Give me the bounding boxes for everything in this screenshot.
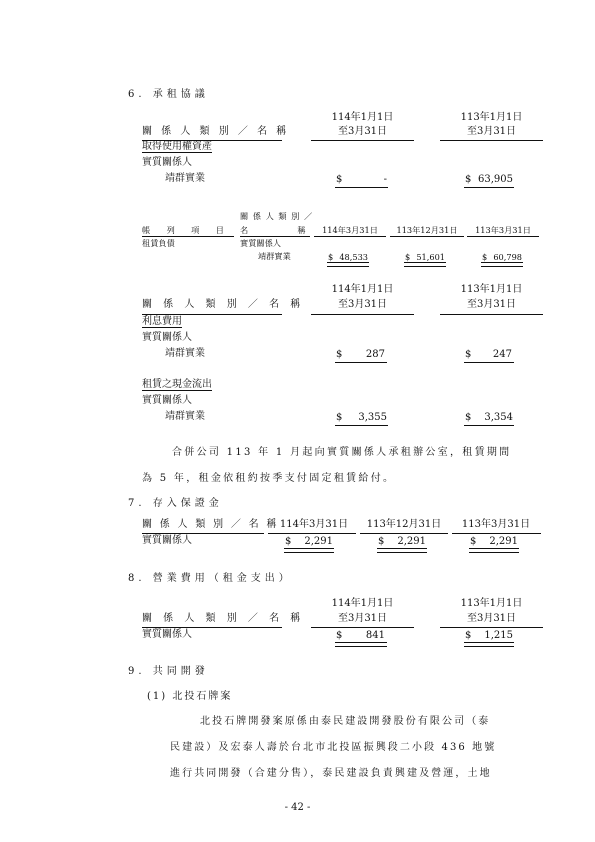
t2-col2-header: 113年12月31日 [396, 225, 458, 235]
s7-col2-value: 2,291 [397, 536, 426, 547]
t2-col1-double-rule [327, 262, 369, 267]
t1-col1-header-line2: 至3月31日 [337, 126, 388, 137]
section-6-title: 6. 承租協議 [128, 89, 209, 100]
t1-col2-currency: $ [465, 174, 472, 185]
s7-col3-double-rule [469, 548, 519, 553]
s8-header-rule-col1 [311, 627, 414, 628]
section-6-paragraph-line1: 合併公司 113 年 1 月起向實質關係人承租辦公室，租賃期間 [172, 447, 512, 458]
s8-header-rule-col2 [440, 627, 543, 628]
s7-col3-currency: $ [470, 536, 477, 547]
t1-party-header: 關 係 人 類 別 ／ 名 稱 [142, 126, 290, 137]
s8-col1-value: 841 [365, 630, 385, 641]
t3-row1-col2-value: 247 [492, 349, 512, 360]
t2-account-header: 帳 列 項 目 [142, 225, 224, 235]
t3-row1-col1-currency: $ [336, 349, 343, 360]
t3-party-header: 關 係 人 類 別 ／ 名 稱 [142, 299, 305, 310]
t3-subheading-interest: 利息費用 [142, 316, 182, 327]
t3-row1-col1-value: 287 [365, 349, 385, 360]
t1-company-label: 靖群實業 [165, 173, 205, 184]
s7-header-rule-col1 [268, 533, 356, 534]
t3-company-label-1: 靖群實業 [165, 348, 205, 359]
t2-col2-value: 51,601 [416, 252, 445, 262]
t2-party-header-line1: 關 係 人 類 別 ／ [240, 211, 314, 221]
t3-party-label-1: 實質關係人 [142, 332, 192, 343]
t3-header-rule-col2 [440, 314, 543, 315]
t3-row2-col1-rule [335, 425, 388, 426]
s8-party-header: 關 係 人 類 別 ／ 名 稱 [142, 613, 305, 624]
t1-col2-value: 63,905 [478, 174, 513, 185]
t2-header-rule-party [240, 236, 310, 237]
t3-col1-header-line1: 114年1月1日 [331, 284, 394, 295]
s8-col2-currency: $ [465, 630, 472, 641]
t3-col2-header-line1: 113年1月1日 [460, 284, 523, 295]
t3-subheading-cash-outflow: 租賃之現金流出 [142, 379, 212, 390]
s8-col1-double-rule [335, 642, 387, 647]
t2-party-label: 實質關係人 [240, 238, 281, 248]
t1-col1-currency: $ [336, 174, 343, 185]
page-number: - 42 - [284, 802, 311, 813]
t2-col3-value: 60,798 [493, 252, 522, 262]
s7-col2-header: 113年12月31日 [366, 519, 442, 530]
t2-header-rule-col2 [390, 236, 464, 237]
section-7-title: 7. 存入保證金 [128, 498, 223, 509]
t3-company-label-2: 靖群實業 [165, 411, 205, 422]
s8-col1-header-line1: 114年1月1日 [331, 598, 394, 609]
t3-party-label-2: 實質關係人 [142, 395, 192, 406]
s8-col2-value: 1,215 [484, 630, 513, 641]
s8-col1-currency: $ [336, 630, 343, 641]
t3-row2-col1-value: 3,355 [358, 412, 387, 423]
t3-header-rule-col1 [311, 314, 414, 315]
t1-subheading: 取得使用權資產 [142, 141, 212, 152]
t3-row1-col2-rule [464, 362, 514, 363]
s7-col1-value: 2,291 [304, 536, 333, 547]
s7-col1-currency: $ [285, 536, 292, 547]
s7-header-rule-col2 [360, 533, 448, 534]
t2-account-label: 租賃負債 [142, 238, 175, 248]
s7-col1-double-rule [284, 548, 334, 553]
section-9-title: 9. 共同開發 [128, 666, 209, 677]
t3-row1-col1-rule [335, 362, 387, 363]
section-6-paragraph-line2: 為 5 年，租金依租約按季支付固定租賃給付。 [142, 473, 396, 484]
t3-col1-header-line2: 至3月31日 [337, 299, 388, 310]
s7-col3-header: 113年3月31日 [461, 519, 531, 530]
t3-row2-col2-currency: $ [465, 412, 472, 423]
t2-party-header-line2: 名 稱 [240, 225, 306, 235]
s8-col2-header-line2: 至3月31日 [466, 613, 517, 624]
s8-party-label: 實質關係人 [142, 629, 192, 640]
s7-col3-value: 2,291 [489, 536, 518, 547]
t1-col2-header-line1: 113年1月1日 [460, 112, 523, 123]
s7-col1-header: 114年3月31日 [279, 519, 349, 530]
t1-col2-rule [464, 187, 514, 188]
t1-header-rule-col1 [311, 140, 414, 141]
s8-col1-header-line2: 至3月31日 [337, 613, 388, 624]
t2-col2-currency: $ [405, 252, 411, 262]
s7-header-rule-party [142, 533, 264, 534]
t2-header-rule-col1 [314, 236, 386, 237]
s9-paragraph-line3: 進行共同開發（合建分售），泰民建設負責興建及營運，土地 [170, 768, 492, 779]
s8-col2-double-rule [464, 642, 514, 647]
s8-col2-header-line1: 113年1月1日 [460, 598, 523, 609]
t2-header-rule-account [142, 236, 234, 237]
t2-company-label: 靖群實業 [258, 251, 291, 261]
t2-header-rule-col3 [467, 236, 539, 237]
t3-row2-col2-value: 3,354 [484, 412, 513, 423]
t2-col3-currency: $ [482, 252, 488, 262]
s7-col2-currency: $ [378, 536, 385, 547]
t1-col1-value: - [383, 174, 387, 185]
t1-col2-header-line2: 至3月31日 [466, 126, 517, 137]
t1-col1-header-line1: 114年1月1日 [331, 112, 394, 123]
t2-col3-double-rule [481, 262, 523, 267]
t2-col1-header: 114年3月31日 [322, 225, 378, 235]
s9-subsection-heading: (1) 北投石牌案 [147, 691, 233, 702]
s8-header-rule-party [142, 627, 282, 628]
s7-header-rule-col3 [452, 533, 541, 534]
t1-col1-rule [335, 187, 388, 188]
s9-paragraph-line2: 民建設）及宏泰人壽於台北市北投區振興段二小段 436 地號 [170, 742, 497, 753]
t3-row1-col2-currency: $ [465, 349, 472, 360]
t2-col1-value: 48,533 [339, 252, 368, 262]
s7-col2-double-rule [377, 548, 427, 553]
t3-row2-col1-currency: $ [336, 412, 343, 423]
t1-party-label: 實質關係人 [142, 157, 192, 168]
s7-party-label: 實質關係人 [142, 535, 192, 546]
s7-party-header: 關 係 人 類 別 ／ 名 稱 [142, 519, 279, 530]
t3-row2-col2-rule [464, 425, 514, 426]
t3-col2-header-line2: 至3月31日 [466, 299, 517, 310]
t2-col2-double-rule [404, 262, 446, 267]
t1-header-rule-col2 [440, 140, 543, 141]
t2-col3-header: 113年3月31日 [475, 225, 531, 235]
t2-col1-currency: $ [328, 252, 334, 262]
s9-paragraph-line1: 北投石牌開發案原係由泰民建設開發股份有限公司（泰 [200, 716, 491, 727]
section-8-title: 8. 營業費用（租金支出） [128, 573, 293, 584]
t3-header-rule-party [142, 314, 282, 315]
